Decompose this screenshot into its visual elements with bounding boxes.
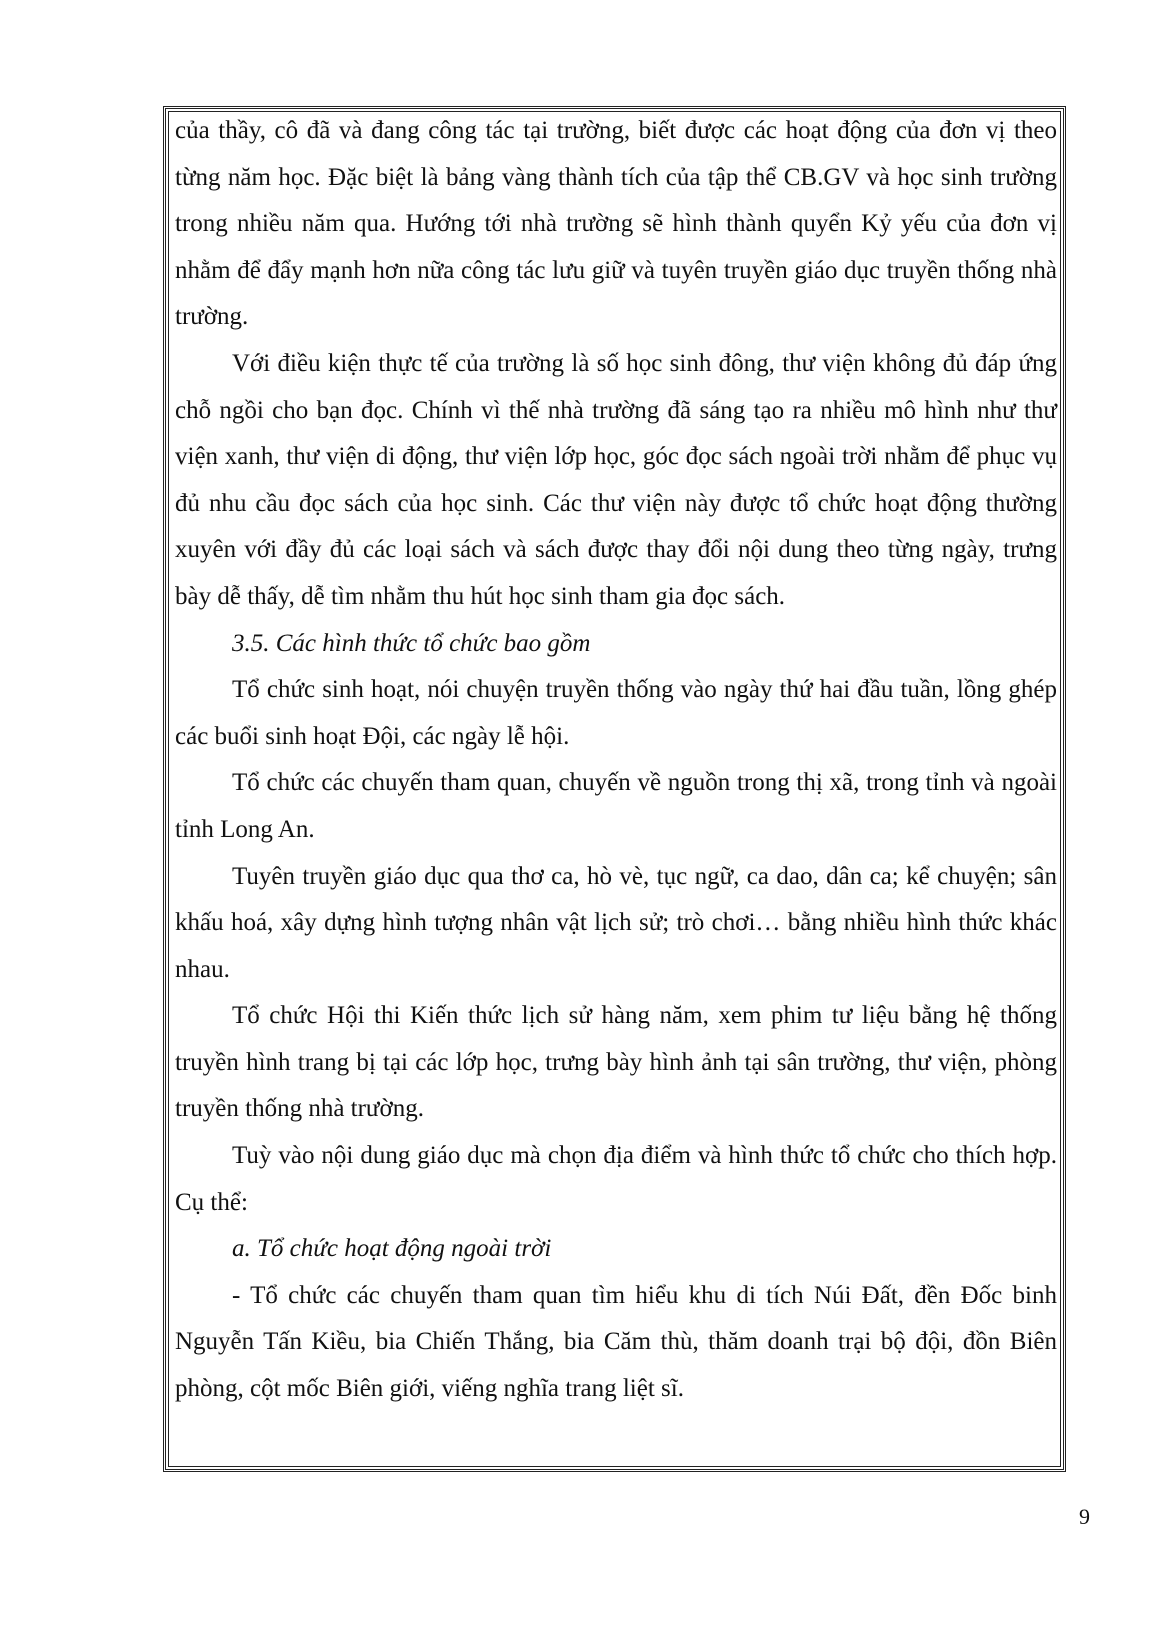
paragraph-choose-location: Tuỳ vào nội dung giáo dục mà chọn địa điểm và hình thức tổ chức cho thích hợp. Cụ thể:: [175, 1142, 1057, 1216]
paragraph-field-trips: Tổ chức các chuyến tham quan, chuyến về nguồn trong thị xã, trong tỉnh và ngoài tỉnh Long An.: [175, 769, 1057, 843]
paragraph-outdoor-tours: - Tổ chức các chuyến tham quan tìm hiểu khu di tích Núi Đất, đền Đốc binh Nguyễn Tấn Kiều, bia Chiến Thắng, bia Căm thù, thăm doanh trại bộ đội, đồn Biên phòng, cột mốc Biên giới, viếng nghĩa trang liệt sĩ.: [175, 1281, 1057, 1403]
paragraph-history-contest: Tổ chức Hội thi Kiến thức lịch sử hàng năm, xem phim tư liệu bằng hệ thống truyền hình trang bị tại các lớp học, trưng bày hình ảnh tại sân trường, thư viện, phòng truyền thống nhà trường.: [175, 1002, 1057, 1123]
paragraph-library-models: Với điều kiện thực tế của trường là số học sinh đông, thư viện không đủ đáp ứng chỗ ngồi cho bạn đọc. Chính vì thế nhà trường đã sáng tạo ra nhiều mô hình như thư viện xanh, thư viện di động, thư viện lớp học, góc đọc sách ngoài trời nhằm để phục vụ đủ nhu cầu đọc sách của học sinh. Các thư viện này được tổ chức hoạt động thường xuyên với đầy đủ các loại sách và sách được thay đổi nội dung theo từng ngày, trưng bày dễ thấy, dễ tìm nhằm thu hút học sinh tham gia đọc sách.: [175, 349, 1057, 610]
page-number: 9: [1079, 1504, 1090, 1529]
subheading-outdoor-activities: a. Tổ chức hoạt động ngoài trời: [232, 1235, 552, 1263]
paragraph-intro-continuation: của thầy, cô đã và đang công tác tại trường, biết được các hoạt động của đơn vị theo từng năm học. Đặc biệt là bảng vàng thành tích của tập thể CB.GV và học sinh trường trong nhiều năm qua. Hướng tới nhà trường sẽ hình thành quyển Kỷ yếu của đơn vị nhằm để đẩy mạnh hơn nữa công tác lưu giữ và tuyên truyền giáo dục truyền thống nhà trường.: [175, 117, 1057, 331]
section-heading-3-5: 3.5. Các hình thức tổ chức bao gồm: [232, 629, 591, 657]
paragraph-propaganda-forms: Tuyên truyền giáo dục qua thơ ca, hò vè, tục ngữ, ca dao, dân ca; kể chuyện; sân khấu hoá, xây dựng hình tượng nhân vật lịch sử; trò chơi… bằng nhiều hình thức khác nhau.: [175, 862, 1057, 983]
document-body: [175, 108, 1057, 1413]
paragraph-traditional-talks: Tổ chức sinh hoạt, nói chuyện truyền thống vào ngày thứ hai đầu tuần, lồng ghép các buổi sinh hoạt Đội, các ngày lễ hội.: [175, 676, 1057, 750]
